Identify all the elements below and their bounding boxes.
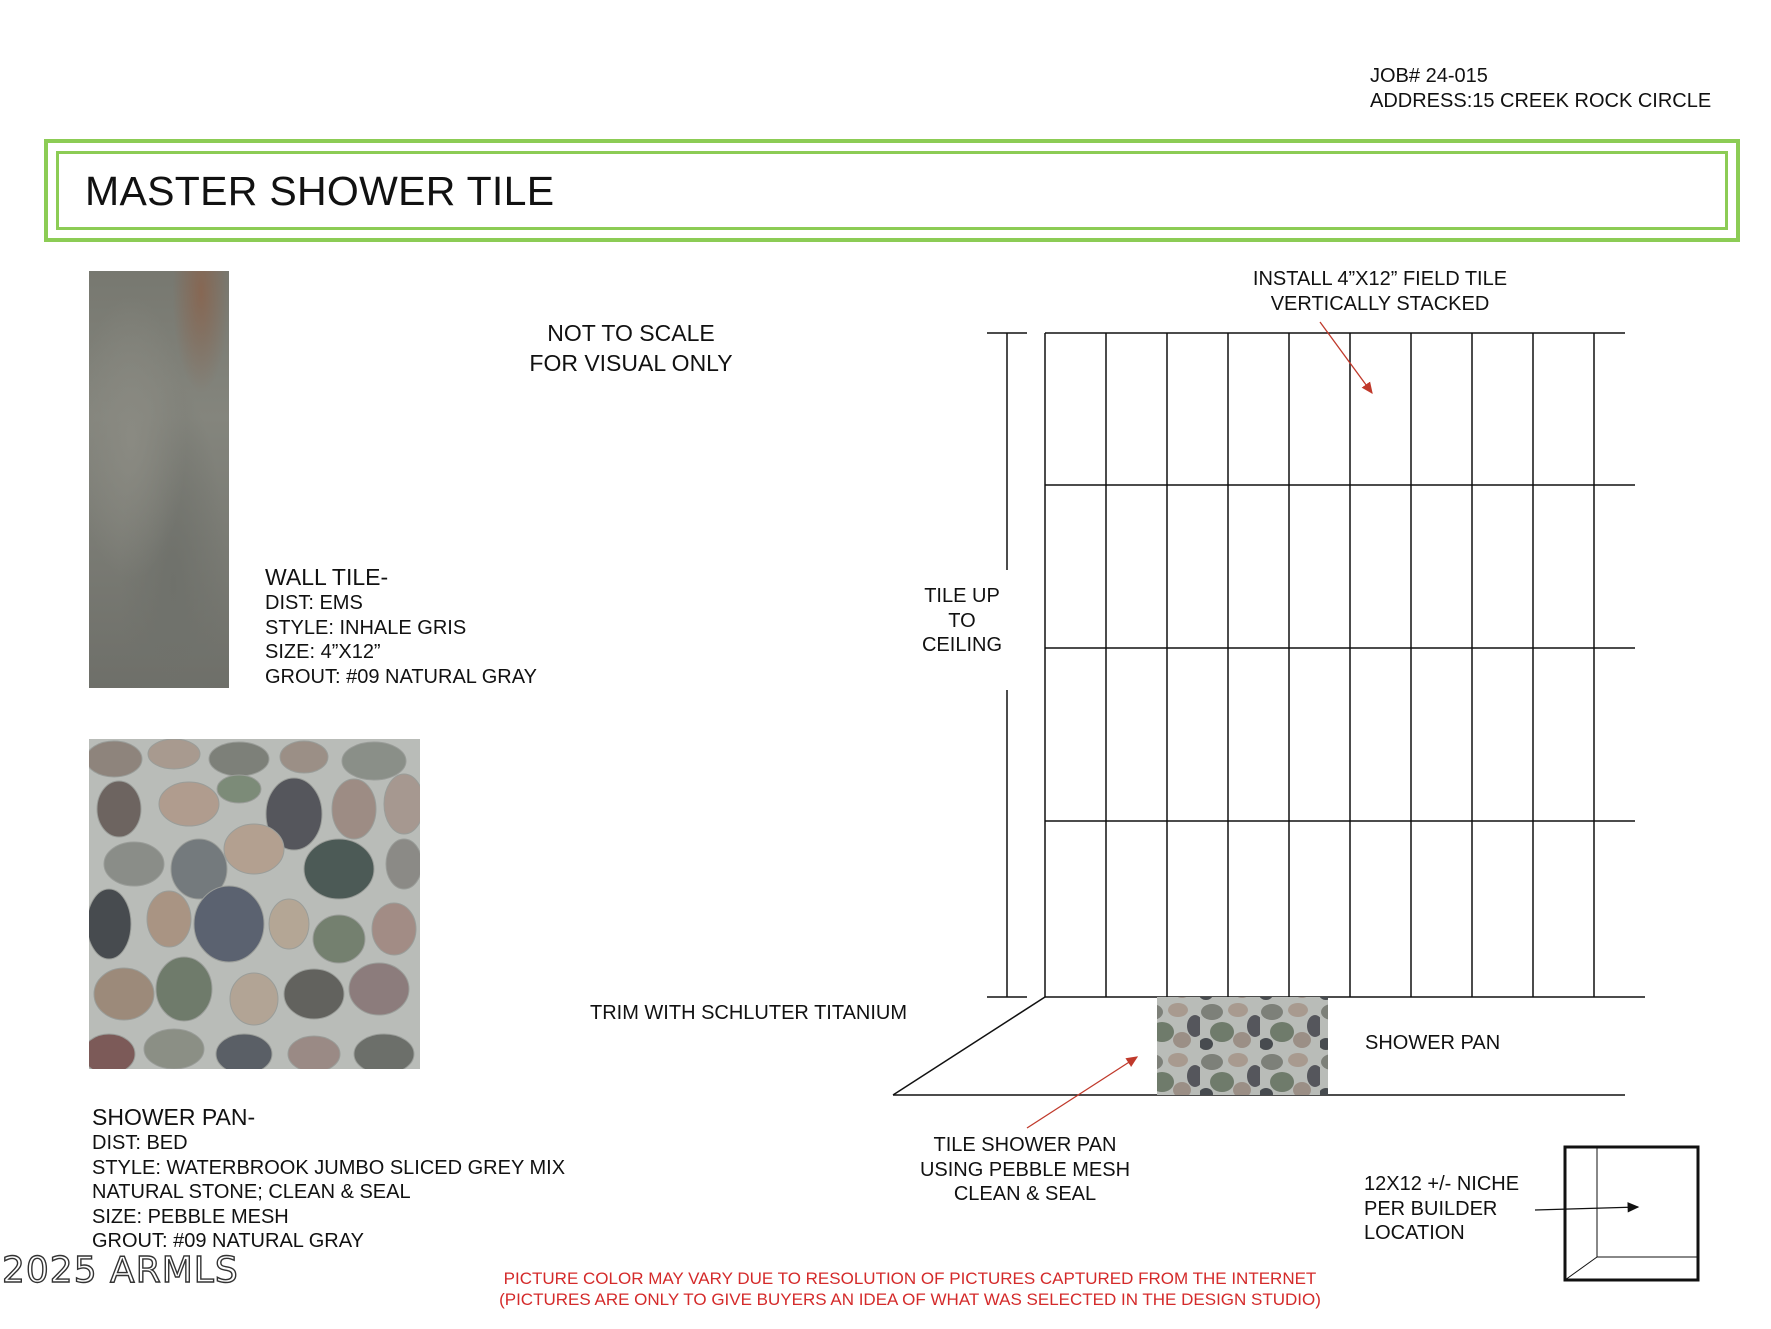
disclaimer-line-2: (PICTURES ARE ONLY TO GIVE BUYERS AN IDEA OF WHAT WAS SELECTED IN THE DESIGN STUDIO) <box>499 1290 1321 1309</box>
wall-tile-heading: WALL TILE- <box>265 564 389 590</box>
niche-line-3: LOCATION <box>1364 1222 1465 1244</box>
wall-tile-style: STYLE: INHALE GRIS <box>265 616 467 639</box>
tile-shower-pan-line-3: CLEAN & SEAL <box>953 1183 1097 1205</box>
install-line-1: INSTALL 4”X12” FIELD TILE <box>1252 268 1508 290</box>
pan-perspective-line <box>893 997 1045 1095</box>
niche-box <box>1565 1147 1698 1280</box>
wall-tile-grout: GROUT: #09 NATURAL GRAY <box>265 665 537 688</box>
tile-shower-pan-label <box>910 1133 1140 1207</box>
tile-up-line-1: TILE UP <box>924 585 1000 607</box>
shower-pan-heading: SHOWER PAN- <box>92 1104 256 1130</box>
scale-note-line-1: NOT TO SCALE <box>547 320 715 346</box>
job-address: ADDRESS:15 CREEK ROCK CIRCLE <box>1370 90 1712 112</box>
install-label <box>1230 267 1530 316</box>
niche-label <box>1364 1172 1519 1246</box>
shower-pan-size: SIZE: PEBBLE MESH <box>92 1205 289 1228</box>
wall-tile-dist: DIST: EMS <box>265 592 363 614</box>
job-number: JOB# 24-015 <box>1370 65 1488 87</box>
shower-pan-label: SHOWER PAN <box>1365 1032 1501 1054</box>
shower-pan-grout: GROUT: #09 NATURAL GRAY <box>92 1230 364 1252</box>
page-title: MASTER SHOWER TILE <box>85 168 555 214</box>
disclaimer <box>410 1268 1410 1310</box>
tile-up-line-2: TO <box>948 609 976 632</box>
tile-up-line-3: CEILING <box>921 634 1003 656</box>
disclaimer-line-1: PICTURE COLOR MAY VARY DUE TO RESOLUTION OF PICTURES CAPTURED FROM THE INTERNET <box>503 1269 1317 1288</box>
install-line-2: VERTICALLY STACKED <box>1270 292 1490 315</box>
tile-shower-pan-line-2: USING PEBBLE MESH <box>919 1158 1131 1181</box>
wall-tile-size: SIZE: 4”X12” <box>265 641 381 663</box>
shower-pan-dist: DIST: BED <box>92 1132 188 1154</box>
pan-arrow <box>1027 1057 1137 1128</box>
shower-pan-style: STYLE: WATERBROOK JUMBO SLICED GREY MIX <box>92 1156 566 1179</box>
pan-pebble-insert <box>1157 997 1328 1095</box>
niche-line-1: 12X12 +/- NICHE <box>1364 1173 1520 1195</box>
watermark: 2025 ARMLS <box>2 1250 239 1291</box>
scale-note-line-2: FOR VISUAL ONLY <box>529 350 733 376</box>
tile-up-label <box>904 584 1020 658</box>
shower-pan-finish: NATURAL STONE; CLEAN & SEAL <box>92 1181 411 1203</box>
tile-shower-pan-line-1: TILE SHOWER PAN <box>933 1134 1117 1156</box>
trim-label: TRIM WITH SCHLUTER TITANIUM <box>590 1002 908 1024</box>
niche-arrow <box>1535 1207 1638 1210</box>
niche-line-2: PER BUILDER <box>1364 1197 1498 1220</box>
